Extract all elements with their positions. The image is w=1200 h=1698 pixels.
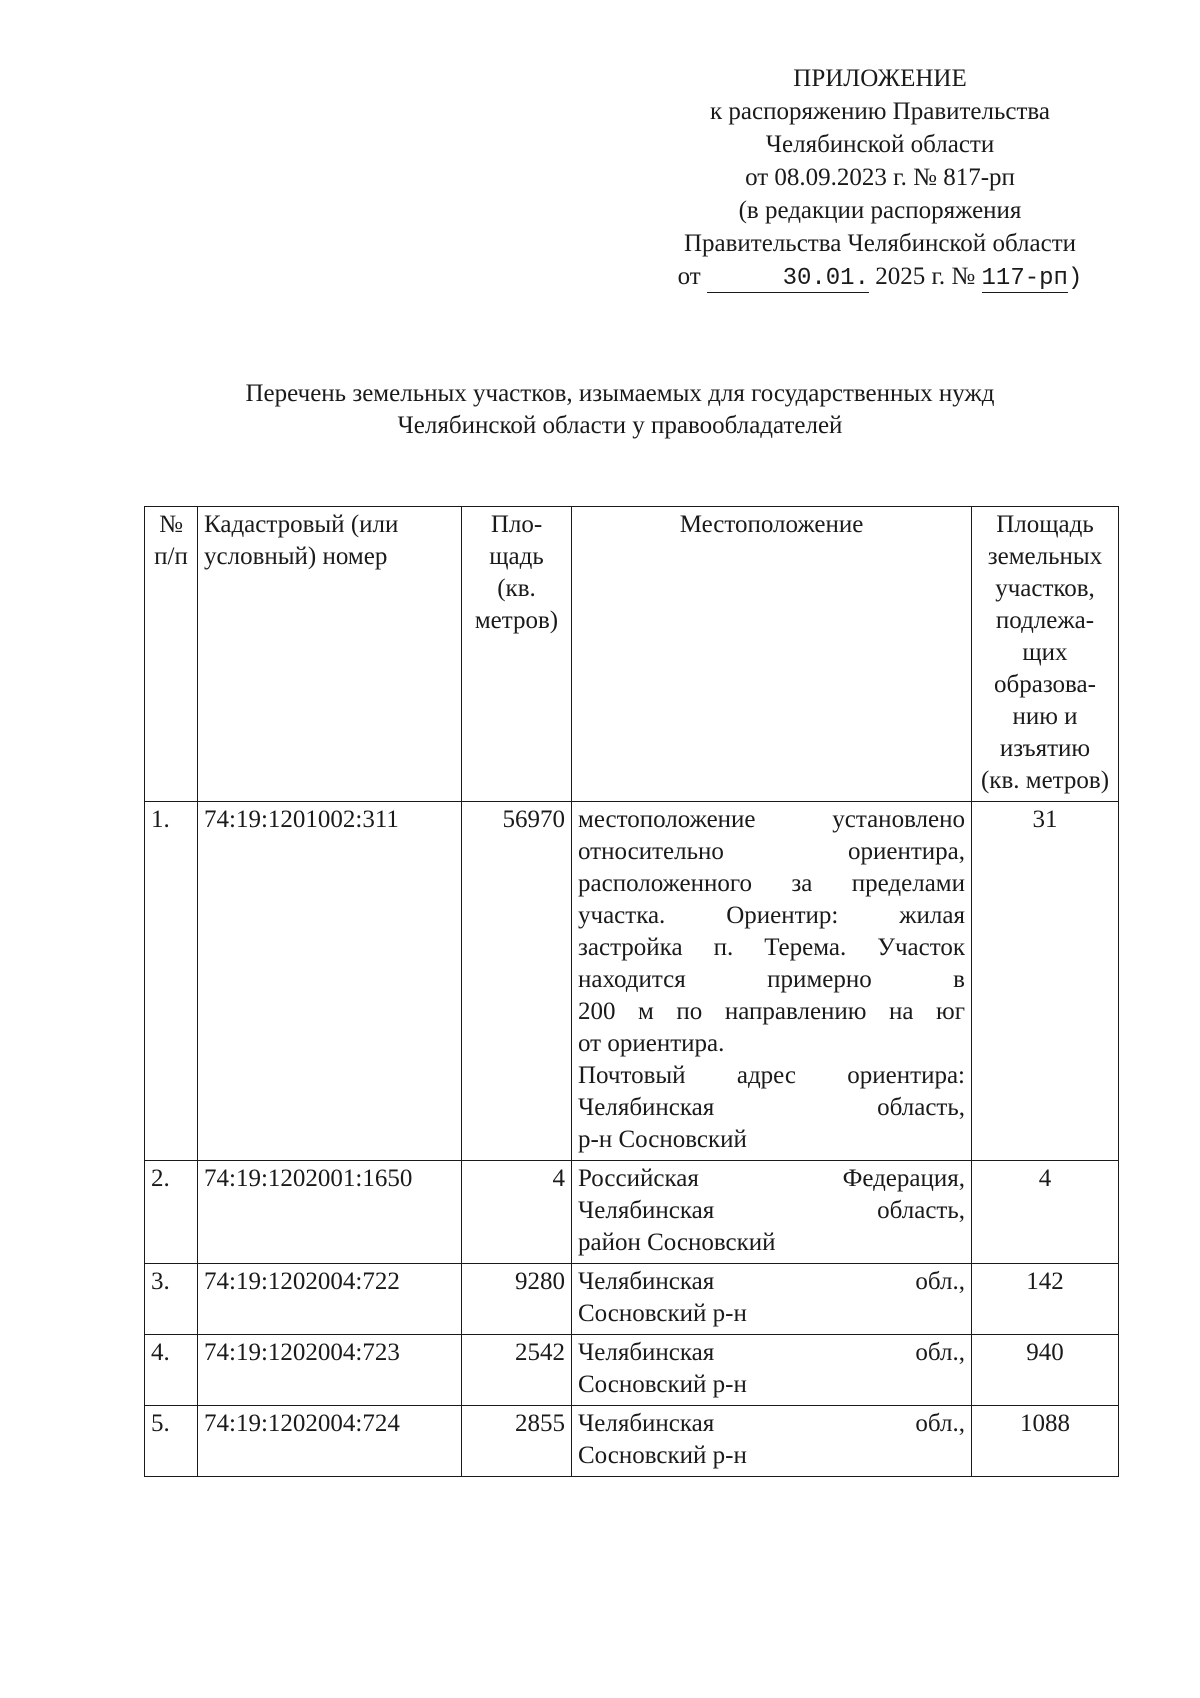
table-row <box>145 1335 1119 1406</box>
header-location: Местоположение <box>572 507 972 802</box>
table-row <box>145 802 1119 1161</box>
location-line: Челябинская обл., <box>578 1268 965 1295</box>
row-partial-area: 940 <box>972 1335 1119 1406</box>
location-line: Челябинская обл., <box>578 1339 965 1366</box>
appendix-line-4: (в редакции распоряжения <box>738 197 1022 224</box>
location-line: расположенного за пределами <box>578 870 965 897</box>
title-line-2: Челябинской области у правообладателей <box>397 412 843 439</box>
row-partial-area: 142 <box>972 1264 1119 1335</box>
row-cadastral: 74:19:1202004:724 <box>198 1406 462 1477</box>
row-num: 4. <box>145 1335 198 1406</box>
location-line: Сосновский р-н <box>578 1371 747 1398</box>
land-plots-table <box>144 506 1119 1477</box>
appendix-line-3: от 08.09.2023 г. № 817-рп <box>745 164 1015 191</box>
table-body <box>145 802 1119 1477</box>
row-partial-area: 31 <box>972 802 1119 1161</box>
amendment-year: 2025 г. № <box>875 263 976 290</box>
appendix-label: ПРИЛОЖЕНИЕ <box>793 65 967 92</box>
row-cadastral: 74:19:1201002:311 <box>198 802 462 1161</box>
location-line: участка. Ориентир: жилая <box>578 902 965 929</box>
amendment-close: ) <box>1067 265 1083 292</box>
location-line: р-н Сосновский <box>578 1126 747 1153</box>
location-line: застройка п. Терема. Участок <box>578 934 965 961</box>
row-location <box>572 1406 972 1477</box>
location-line: Почтовый адрес ориентира: <box>578 1062 965 1089</box>
table-row <box>145 1264 1119 1335</box>
row-area: 56970 <box>462 802 572 1161</box>
location-line: от ориентира. <box>578 1030 725 1057</box>
title-line-1: Перечень земельных участков, изымаемых для государственных нужд <box>245 380 995 407</box>
location-line: местоположение установлено <box>578 806 965 833</box>
row-partial-area: 4 <box>972 1161 1119 1264</box>
header-num: № п/п <box>145 507 198 802</box>
location-line: Челябинская область, <box>578 1197 965 1224</box>
row-cadastral: 74:19:1202004:723 <box>198 1335 462 1406</box>
appendix-line-2: Челябинской области <box>765 131 995 158</box>
appendix-line-5: Правительства Челябинской области <box>683 230 1077 257</box>
location-line: район Сосновский <box>578 1229 776 1256</box>
row-num: 3. <box>145 1264 198 1335</box>
row-location <box>572 802 972 1161</box>
row-area: 4 <box>462 1161 572 1264</box>
table-row <box>145 1161 1119 1264</box>
amendment-number: 117-рп <box>981 265 1068 292</box>
location-line: находится примерно в <box>578 966 965 993</box>
amendment-from: от <box>677 263 701 290</box>
appendix-line-1: к распоряжению Правительства <box>709 98 1050 125</box>
row-num: 5. <box>145 1406 198 1477</box>
location-line: Сосновский р-н <box>578 1300 747 1327</box>
row-cadastral: 74:19:1202004:722 <box>198 1264 462 1335</box>
document-title <box>120 378 1120 442</box>
table-header-row <box>145 507 1119 802</box>
table-row <box>145 1406 1119 1477</box>
row-cadastral: 74:19:1202001:1650 <box>198 1161 462 1264</box>
location-line: Челябинская обл., <box>578 1410 965 1437</box>
row-partial-area: 1088 <box>972 1406 1119 1477</box>
amendment-line <box>640 260 1120 295</box>
row-area: 9280 <box>462 1264 572 1335</box>
row-area: 2542 <box>462 1335 572 1406</box>
row-location <box>572 1161 972 1264</box>
header-cadastral: Кадастровый (или условный) номер <box>198 507 462 802</box>
appendix-header <box>640 62 1120 295</box>
row-location <box>572 1335 972 1406</box>
row-num: 2. <box>145 1161 198 1264</box>
header-area: Пло-щадь (кв. метров) <box>462 507 572 802</box>
location-line: относительно ориентира, <box>578 838 965 865</box>
location-line: 200 м по направлению на юг <box>578 998 965 1025</box>
row-location <box>572 1264 972 1335</box>
row-area: 2855 <box>462 1406 572 1477</box>
row-num: 1. <box>145 802 198 1161</box>
amendment-date: 30.01. <box>707 266 869 293</box>
location-line: Российская Федерация, <box>578 1165 965 1192</box>
header-partial-area: Площадь земельных участков, подлежа-щих образова-нию и изъятию (кв. метров) <box>972 507 1119 802</box>
location-line: Челябинская область, <box>578 1094 965 1121</box>
location-line: Сосновский р-н <box>578 1442 747 1469</box>
